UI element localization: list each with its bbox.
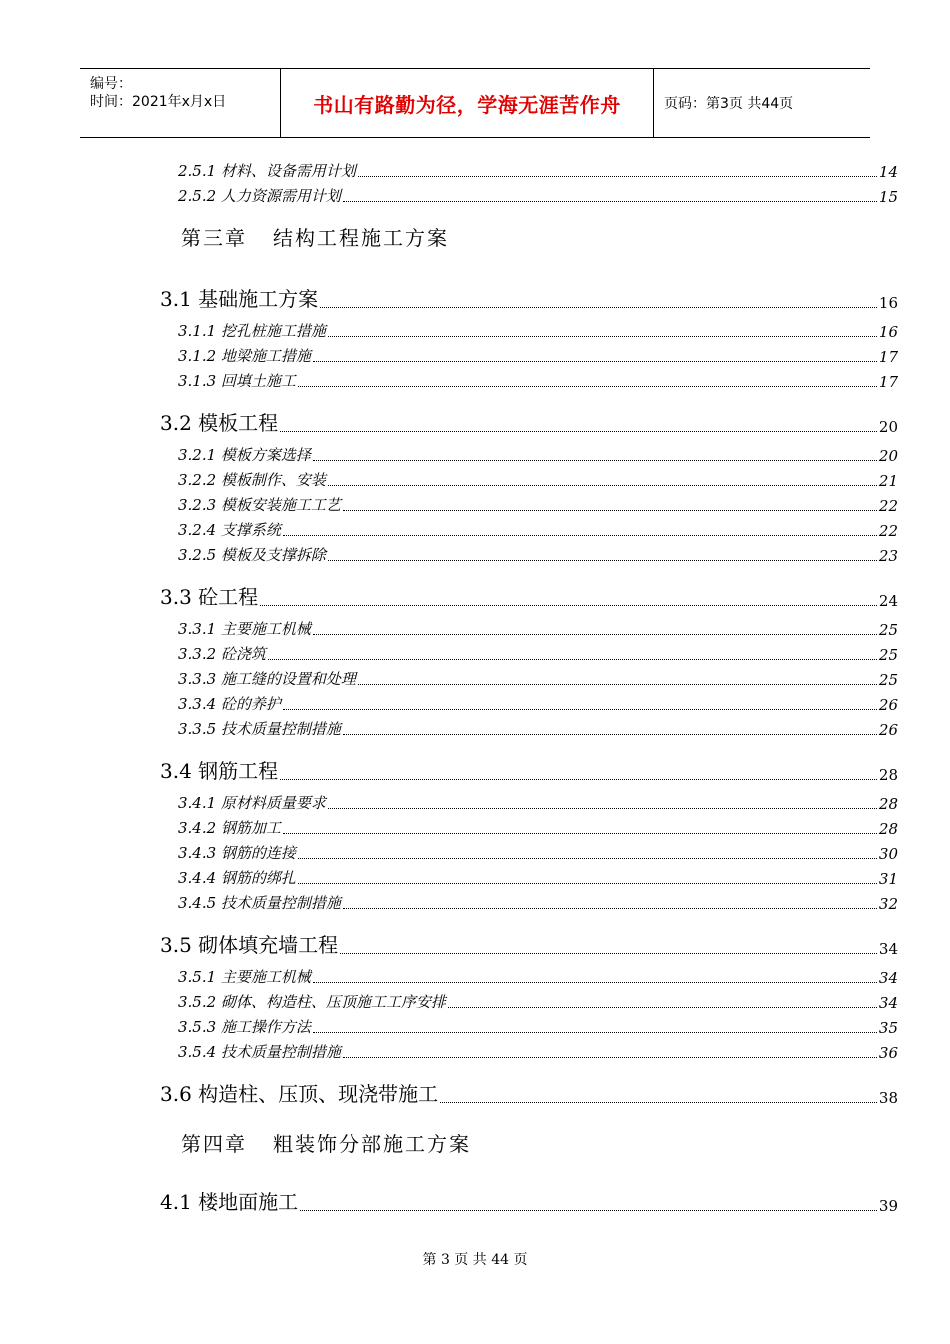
header-meta-cell (80, 69, 281, 137)
toc-section-entry[interactable] (160, 755, 898, 784)
toc-page-number: 25 (878, 621, 898, 639)
chapter-title: 结构工程施工方案 (273, 226, 449, 250)
dot-leader (358, 175, 877, 177)
dot-leader (283, 832, 877, 834)
header-page-info: 页码：第3页 共44页 (664, 96, 794, 112)
toc-subsection-entry[interactable] (178, 991, 898, 1012)
toc-entry-label: 3.1.1 挖孔桩施工措施 (178, 322, 326, 340)
toc-entry-label: 3.1.2 地梁施工措施 (178, 347, 311, 365)
dot-leader (298, 857, 877, 859)
header-page-cell (654, 69, 870, 137)
toc-entry-label: 3.5 砌体填充墙工程 (160, 933, 339, 957)
toc-section-entry[interactable] (160, 1186, 898, 1215)
toc-subsection-entry[interactable] (178, 469, 898, 490)
serial-label: 编号： (90, 76, 132, 92)
toc-subsection-entry[interactable] (178, 817, 898, 838)
toc-section-entry[interactable] (160, 407, 898, 436)
toc-subsection-entry[interactable] (178, 693, 898, 714)
dot-leader (328, 335, 877, 337)
toc-entry-label: 3.1 基础施工方案 (160, 287, 319, 311)
chapter-number: 第三章 (181, 226, 247, 250)
toc-entry-label: 3.2.3 模板安装施工工艺 (178, 496, 341, 514)
toc-page-number: 23 (878, 547, 898, 565)
toc-page-number: 26 (878, 721, 898, 739)
dot-leader (283, 534, 877, 536)
toc-subsection-entry[interactable] (178, 867, 898, 888)
toc-entry-label: 3.3.2 砼浇筑 (178, 645, 266, 663)
toc-entry-label: 3.3.5 技术质量控制措施 (178, 720, 341, 738)
dot-leader (313, 1031, 877, 1033)
dot-leader (280, 778, 877, 780)
toc-page-number: 17 (878, 373, 898, 391)
toc-subsection-entry[interactable] (178, 892, 898, 913)
toc-subsection-entry[interactable] (178, 544, 898, 565)
dot-leader (298, 882, 877, 884)
dot-leader (280, 430, 877, 432)
toc-page-number: 34 (878, 969, 898, 987)
toc-subsection-entry[interactable] (178, 792, 898, 813)
dot-leader (313, 981, 877, 983)
chapter-heading (181, 1128, 471, 1157)
toc-entry-label: 3.2.4 支撑系统 (178, 521, 281, 539)
dot-leader (440, 1101, 877, 1103)
toc-page-number: 39 (878, 1197, 898, 1215)
dot-leader (343, 509, 877, 511)
toc-section-entry[interactable] (160, 283, 898, 312)
toc-page-number: 34 (878, 940, 898, 958)
toc-entry-label: 3.4.2 钢筋加工 (178, 819, 281, 837)
toc-entry-label: 3.2 模板工程 (160, 411, 279, 435)
toc-page-number: 20 (878, 447, 898, 465)
chapter-number: 第四章 (181, 1132, 247, 1156)
toc-entry-label: 3.4.3 钢筋的连接 (178, 844, 296, 862)
dot-leader (260, 604, 877, 606)
dot-leader (300, 1209, 877, 1211)
toc-page-number: 22 (878, 522, 898, 540)
toc-subsection-entry[interactable] (178, 345, 898, 366)
dot-leader (313, 459, 877, 461)
toc-page-number: 24 (878, 592, 898, 610)
toc-entry-label: 3.2.2 模板制作、安装 (178, 471, 326, 489)
toc-entry-label: 4.1 楼地面施工 (160, 1190, 299, 1214)
toc-page-number: 28 (878, 766, 898, 784)
dot-leader (313, 360, 877, 362)
toc-entry-label: 3.1.3 回填土施工 (178, 372, 296, 390)
toc-section-entry[interactable] (160, 581, 898, 610)
dot-leader (343, 200, 877, 202)
toc-entry-label: 3.4.5 技术质量控制措施 (178, 894, 341, 912)
toc-entry-label: 3.3.4 砼的养护 (178, 695, 281, 713)
toc-page-number: 32 (878, 895, 898, 913)
dot-leader (328, 559, 877, 561)
toc-subsection-entry[interactable] (178, 668, 898, 689)
page-header (80, 68, 870, 138)
toc-entry-label: 3.5.2 砌体、构造柱、压顶施工工序安排 (178, 993, 446, 1011)
toc-subsection-entry[interactable] (178, 320, 898, 341)
toc-entry-label: 2.5.1 材料、设备需用计划 (178, 162, 356, 180)
toc-page-number: 22 (878, 497, 898, 515)
dot-leader (313, 633, 877, 635)
toc-page-number: 21 (878, 472, 898, 490)
toc-page-number: 28 (878, 820, 898, 838)
toc-page-number: 25 (878, 646, 898, 664)
dot-leader (343, 907, 877, 909)
toc-page-number: 28 (878, 795, 898, 813)
toc-subsection-entry[interactable] (178, 444, 898, 465)
toc-page-number: 17 (878, 348, 898, 366)
toc-page-number: 16 (878, 323, 898, 341)
dot-leader (343, 733, 877, 735)
toc-page-number: 30 (878, 845, 898, 863)
toc-entry-label: 3.2.5 模板及支撑拆除 (178, 546, 326, 564)
page-footer: 第 3 页 共 44 页 (422, 1252, 528, 1268)
toc-subsection-entry[interactable] (178, 494, 898, 515)
toc-subsection-entry[interactable] (178, 966, 898, 987)
dot-leader (340, 952, 877, 954)
header-motto-cell (281, 69, 654, 137)
dot-leader (268, 658, 877, 660)
toc-entry-label: 3.4.4 钢筋的绑扎 (178, 869, 296, 887)
toc-entry-label: 3.5.4 技术质量控制措施 (178, 1043, 341, 1061)
toc-entry-label: 3.3.3 施工缝的设置和处理 (178, 670, 356, 688)
toc-subsection-entry[interactable] (178, 519, 898, 540)
toc-page-number: 36 (878, 1044, 898, 1062)
toc-subsection-entry[interactable] (178, 185, 898, 206)
toc-page-number: 34 (878, 994, 898, 1012)
toc-entry-label: 3.4.1 原材料质量要求 (178, 794, 326, 812)
toc-subsection-entry[interactable] (178, 1016, 898, 1037)
dot-leader (328, 484, 877, 486)
header-motto: 书山有路勤为径，学海无涯苦作舟 (313, 92, 621, 117)
dot-leader (298, 385, 877, 387)
chapter-title: 粗装饰分部施工方案 (273, 1132, 471, 1156)
toc-subsection-entry[interactable] (178, 842, 898, 863)
time-label: 时间：2021年x月x日 (90, 94, 227, 110)
toc-subsection-entry[interactable] (178, 643, 898, 664)
toc-page-number: 16 (878, 294, 898, 312)
toc-section-entry[interactable] (160, 1078, 898, 1107)
dot-leader (448, 1006, 877, 1008)
toc-entry-label: 3.3.1 主要施工机械 (178, 620, 311, 638)
toc-page-number: 31 (878, 870, 898, 888)
toc-subsection-entry[interactable] (178, 1041, 898, 1062)
chapter-heading (181, 222, 449, 251)
toc-entry-label: 3.5.1 主要施工机械 (178, 968, 311, 986)
toc-page-number: 35 (878, 1019, 898, 1037)
toc-page-number: 14 (878, 163, 898, 181)
toc-page-number: 38 (878, 1089, 898, 1107)
toc-subsection-entry[interactable] (178, 618, 898, 639)
toc-page-number: 15 (878, 188, 898, 206)
toc-subsection-entry[interactable] (178, 718, 898, 739)
dot-leader (320, 306, 877, 308)
toc-page-number: 25 (878, 671, 898, 689)
toc-entry-label: 3.4 钢筋工程 (160, 759, 279, 783)
toc-entry-label: 3.5.3 施工操作方法 (178, 1018, 311, 1036)
toc-entry-label: 3.3 砼工程 (160, 585, 259, 609)
toc-entry-label: 3.2.1 模板方案选择 (178, 446, 311, 464)
toc-page-number: 20 (878, 418, 898, 436)
dot-leader (283, 708, 877, 710)
toc-subsection-entry[interactable] (178, 160, 898, 181)
dot-leader (343, 1056, 877, 1058)
toc-entry-label: 2.5.2 人力资源需用计划 (178, 187, 341, 205)
dot-leader (328, 807, 877, 809)
toc-entry-label: 3.6 构造柱、压顶、现浇带施工 (160, 1082, 439, 1106)
toc-page-number: 26 (878, 696, 898, 714)
dot-leader (358, 683, 877, 685)
toc-section-entry[interactable] (160, 929, 898, 958)
toc-subsection-entry[interactable] (178, 370, 898, 391)
